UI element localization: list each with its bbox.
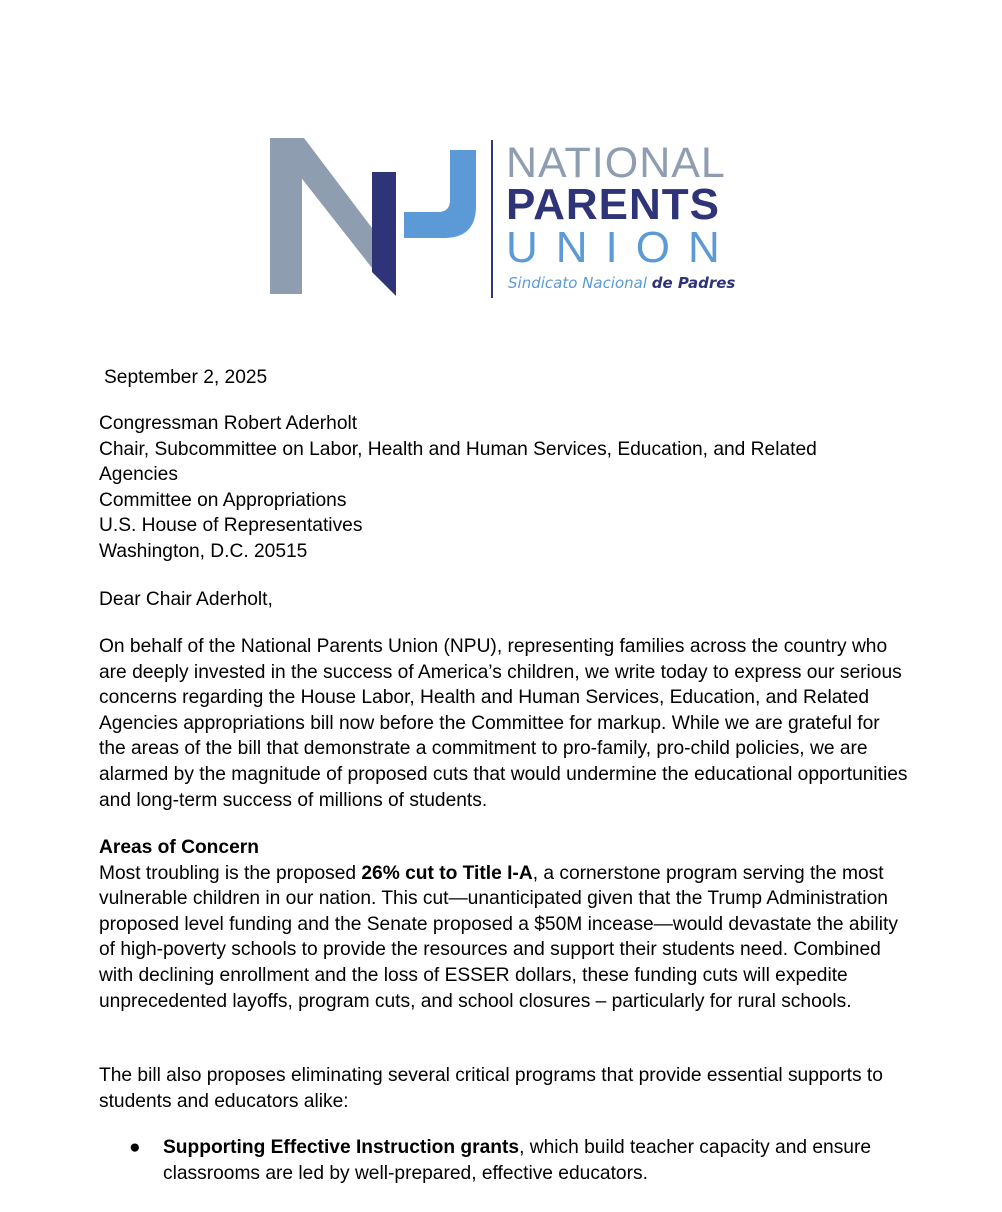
logo-divider (491, 140, 493, 298)
logo-tagline-part1: Sindicato Nacional (508, 274, 652, 292)
eliminated-programs-list (99, 1135, 909, 1186)
address-line: Agencies (99, 464, 178, 486)
address-line: Committee on Appropriations (99, 489, 347, 511)
recipient-address (99, 411, 909, 565)
list-item (99, 1135, 909, 1186)
concern-paragraph (99, 863, 898, 1012)
address-line: Washington, D.C. 20515 (99, 540, 308, 562)
program-name: Supporting Effective Instruction grants (163, 1137, 520, 1158)
bullet-icon: ● (129, 1137, 141, 1158)
logo-tagline (508, 274, 735, 292)
concern-text-after: , a cornerstone program serving the most vulnerable children in our nation. This cut—unanticipated given that the Trump Administration proposed level funding and the Senate proposed a $50M incease—would devastate the ability of high-poverty schools to provide the resources and support their students need. Combined with declining enrollment and the loss of ESSER dollars, these funding cuts will expedite unprecedented layoffs, program cuts, and school closures – particularly for rural schools. (99, 862, 898, 1012)
title-i-cut-emphasis: 26% cut to Title I-A (361, 862, 533, 884)
np-monogram-icon (268, 136, 488, 302)
address-line: Chair, Subcommittee on Labor, Health and Human Services, Education, and Related (99, 438, 817, 460)
concern-heading: Areas of Concern (99, 837, 259, 858)
address-line: U.S. House of Representatives (99, 515, 363, 537)
intro-paragraph: On behalf of the National Parents Union (NPU), representing families across the country who are deeply invested in the success of America’s children, we write today to express our serious concerns regarding the House Labor, Health and Human Services, Education, and Related Agencies appropriations bill now before the Committee for markup. While we are grateful for the areas of the bill that demonstrate a commitment to pro-family, pro-child policies, we are alarmed by the magnitude of proposed cuts that would undermine the educational opportunities and long-term success of millions of students. (99, 636, 908, 811)
program-description: , which build teacher capacity and ensure classrooms are led by well-prepared, effective educators. (163, 1137, 872, 1184)
concern-text-before: Most troubling is the proposed (99, 862, 362, 884)
salutation: Dear Chair Aderholt, (99, 589, 273, 610)
logo-tagline-part2: de Padres (651, 274, 736, 292)
programs-intro: The bill also proposes eliminating several critical programs that provide essential supports to students and educators alike: (99, 1065, 883, 1112)
letter-date: September 2, 2025 (104, 367, 268, 388)
address-line: Congressman Robert Aderholt (99, 413, 358, 434)
logo-word-union: UNION (506, 223, 738, 272)
logo-word-national: NATIONAL (506, 139, 726, 187)
logo-word-parents: PARENTS (506, 180, 720, 229)
concern-section (99, 835, 909, 1014)
national-parents-union-logo (268, 136, 748, 302)
